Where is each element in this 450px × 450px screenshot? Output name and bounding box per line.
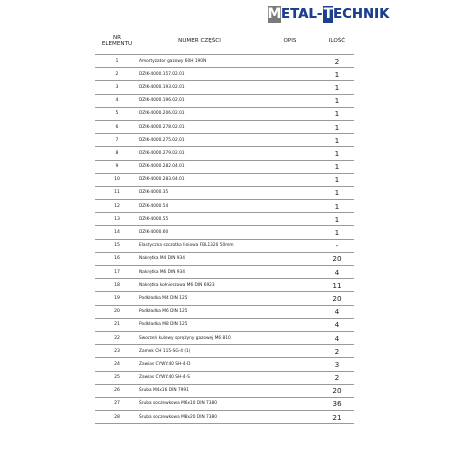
- element-number-cell: 22: [95, 331, 139, 344]
- part-number-cell: DZIK-4000.193.02.01: [139, 81, 260, 94]
- element-number-cell: 8: [95, 147, 139, 160]
- quantity-cell: 36: [320, 397, 354, 410]
- element-number-cell: 26: [95, 384, 139, 397]
- part-number-cell: DZIK-4000.282.04.01: [139, 160, 260, 173]
- header-description: OPIS: [260, 28, 320, 55]
- part-number-cell: Zamek CH 115-SG-4 (1): [139, 345, 260, 358]
- quantity-cell: 20: [320, 252, 354, 265]
- part-number-cell: DZIK-4000.55: [139, 213, 260, 226]
- table-row: [95, 411, 354, 424]
- description-cell: [260, 292, 320, 305]
- table-row: [95, 68, 354, 81]
- table-row: [95, 239, 354, 252]
- description-cell: [260, 252, 320, 265]
- element-number-cell: 16: [95, 252, 139, 265]
- header-quantity: ILOŚĆ: [320, 28, 354, 55]
- part-number-cell: DZIK-4000.279.02.01: [139, 147, 260, 160]
- table-row: [95, 331, 354, 344]
- quantity-cell: 1: [320, 213, 354, 226]
- table-row: [95, 371, 354, 384]
- quantity-cell: 1: [320, 107, 354, 120]
- element-number-cell: 25: [95, 371, 139, 384]
- part-number-cell: Nakrętka M6 DIN 934: [139, 266, 260, 279]
- logo-text-left: ETAL-: [281, 6, 323, 22]
- metal-technik-logo: [267, 3, 390, 25]
- table-row: [95, 252, 354, 265]
- part-number-cell: DZIK-4000.60: [139, 226, 260, 239]
- table-row: [95, 226, 354, 239]
- part-number-cell: DZIK-4000.196.02.01: [139, 94, 260, 107]
- table-row: [95, 147, 354, 160]
- quantity-cell: 2: [320, 371, 354, 384]
- header-part-number: NUMER CZĘŚCI: [139, 28, 260, 55]
- quantity-cell: 1: [320, 160, 354, 173]
- part-number-cell: Zawias CYWY.40 SH-4-S: [139, 371, 260, 384]
- part-number-cell: DZIK-4000.283.04.01: [139, 173, 260, 186]
- description-cell: [260, 239, 320, 252]
- table-row: [95, 160, 354, 173]
- element-number-cell: 12: [95, 200, 139, 213]
- table-row: [95, 318, 354, 331]
- table-row: [95, 384, 354, 397]
- description-cell: [260, 68, 320, 81]
- quantity-cell: 4: [320, 266, 354, 279]
- description-cell: [260, 266, 320, 279]
- part-number-cell: Śruba M4x16 DIN 7991: [139, 384, 260, 397]
- table-row: [95, 292, 354, 305]
- part-number-cell: Elastyczna szczotka liniowa FBL1320 50mm: [139, 239, 260, 252]
- description-cell: [260, 318, 320, 331]
- part-number-cell: Śruba soczewkowa M8x20 DIN 7380: [139, 411, 260, 424]
- quantity-cell: 1: [320, 200, 354, 213]
- quantity-cell: 1: [320, 147, 354, 160]
- table-row: [95, 173, 354, 186]
- element-number-cell: 18: [95, 279, 139, 292]
- parts-list-table: [95, 28, 354, 424]
- table-row: [95, 266, 354, 279]
- quantity-cell: 1: [320, 68, 354, 81]
- quantity-cell: 2: [320, 55, 354, 68]
- description-cell: [260, 173, 320, 186]
- quantity-cell: 1: [320, 226, 354, 239]
- part-number-cell: DZIK-4000.275.02.01: [139, 134, 260, 147]
- description-cell: [260, 107, 320, 120]
- quantity-cell: 3: [320, 358, 354, 371]
- table-row: [95, 345, 354, 358]
- part-number-cell: DZIK-4000.35: [139, 186, 260, 199]
- table-row: [95, 213, 354, 226]
- quantity-cell: 2: [320, 345, 354, 358]
- element-number-cell: 24: [95, 358, 139, 371]
- part-number-cell: Podkładka M6 DIN 125: [139, 305, 260, 318]
- element-number-cell: 4: [95, 94, 139, 107]
- quantity-cell: 11: [320, 279, 354, 292]
- quantity-cell: 4: [320, 305, 354, 318]
- description-cell: [260, 186, 320, 199]
- description-cell: [260, 331, 320, 344]
- description-cell: [260, 305, 320, 318]
- description-cell: [260, 160, 320, 173]
- table-row: [95, 200, 354, 213]
- description-cell: [260, 358, 320, 371]
- element-number-cell: 28: [95, 411, 139, 424]
- logo-t-block: T: [323, 5, 334, 22]
- description-cell: [260, 397, 320, 410]
- table-row: [95, 55, 354, 68]
- element-number-cell: 13: [95, 213, 139, 226]
- description-cell: [260, 147, 320, 160]
- element-number-cell: 20: [95, 305, 139, 318]
- description-cell: [260, 213, 320, 226]
- quantity-cell: 20: [320, 384, 354, 397]
- logo-text-right: ECHNIK: [333, 6, 390, 22]
- quantity-cell: -: [320, 239, 354, 252]
- table-row: [95, 397, 354, 410]
- table-row: [95, 186, 354, 199]
- quantity-cell: 20: [320, 292, 354, 305]
- description-cell: [260, 279, 320, 292]
- element-number-cell: 5: [95, 107, 139, 120]
- header-nr-line1: NR: [112, 35, 122, 41]
- description-cell: [260, 226, 320, 239]
- description-cell: [260, 81, 320, 94]
- quantity-cell: 1: [320, 94, 354, 107]
- part-number-cell: DZIK-4000.206.02.01: [139, 107, 260, 120]
- description-cell: [260, 55, 320, 68]
- element-number-cell: 3: [95, 81, 139, 94]
- part-number-cell: DZIK-4000.157.02.01: [139, 68, 260, 81]
- element-number-cell: 6: [95, 120, 139, 133]
- description-cell: [260, 371, 320, 384]
- table-row: [95, 120, 354, 133]
- element-number-cell: 7: [95, 134, 139, 147]
- description-cell: [260, 345, 320, 358]
- part-number-cell: Sworzeń kulowy sprężyny gazowej M6 810: [139, 331, 260, 344]
- quantity-cell: 21: [320, 411, 354, 424]
- table-row: [95, 107, 354, 120]
- table-row: [95, 305, 354, 318]
- quantity-cell: 1: [320, 134, 354, 147]
- element-number-cell: 27: [95, 397, 139, 410]
- part-number-cell: Śruba soczewkowa M6x10 DIN 7380: [139, 397, 260, 410]
- element-number-cell: 21: [95, 318, 139, 331]
- part-number-cell: Nakrętka M4 DIN 934: [139, 252, 260, 265]
- quantity-cell: 4: [320, 318, 354, 331]
- part-number-cell: DZIK-4000.278.02.01: [139, 120, 260, 133]
- description-cell: [260, 200, 320, 213]
- description-cell: [260, 134, 320, 147]
- table-row: [95, 81, 354, 94]
- table-row: [95, 134, 354, 147]
- part-number-cell: Amortyzator gazowy 60H 190N: [139, 55, 260, 68]
- quantity-cell: 1: [320, 173, 354, 186]
- quantity-cell: 1: [320, 186, 354, 199]
- description-cell: [260, 411, 320, 424]
- part-number-cell: Podkładka M4 DIN 125: [139, 292, 260, 305]
- header-element-number: [95, 28, 139, 55]
- element-number-cell: 10: [95, 173, 139, 186]
- element-number-cell: 19: [95, 292, 139, 305]
- header-row: [95, 28, 354, 55]
- part-number-cell: Nakrętka kołnierzowa M6 DIN 6923: [139, 279, 260, 292]
- quantity-cell: 1: [320, 120, 354, 133]
- table-row: [95, 358, 354, 371]
- quantity-cell: 4: [320, 331, 354, 344]
- element-number-cell: 23: [95, 345, 139, 358]
- part-number-cell: DZIK-4000.54: [139, 200, 260, 213]
- element-number-cell: 9: [95, 160, 139, 173]
- header-nr-line2: ELEMENTU: [101, 41, 133, 47]
- element-number-cell: 14: [95, 226, 139, 239]
- logo-m-block: M: [267, 5, 282, 22]
- element-number-cell: 11: [95, 186, 139, 199]
- element-number-cell: 2: [95, 68, 139, 81]
- description-cell: [260, 94, 320, 107]
- description-cell: [260, 120, 320, 133]
- element-number-cell: 1: [95, 55, 139, 68]
- quantity-cell: 1: [320, 81, 354, 94]
- element-number-cell: 15: [95, 239, 139, 252]
- table-row: [95, 279, 354, 292]
- part-number-cell: Podkładka M8 DIN 125: [139, 318, 260, 331]
- part-number-cell: Zawias CYWY.40 SH-4-D: [139, 358, 260, 371]
- table-row: [95, 94, 354, 107]
- description-cell: [260, 384, 320, 397]
- element-number-cell: 17: [95, 266, 139, 279]
